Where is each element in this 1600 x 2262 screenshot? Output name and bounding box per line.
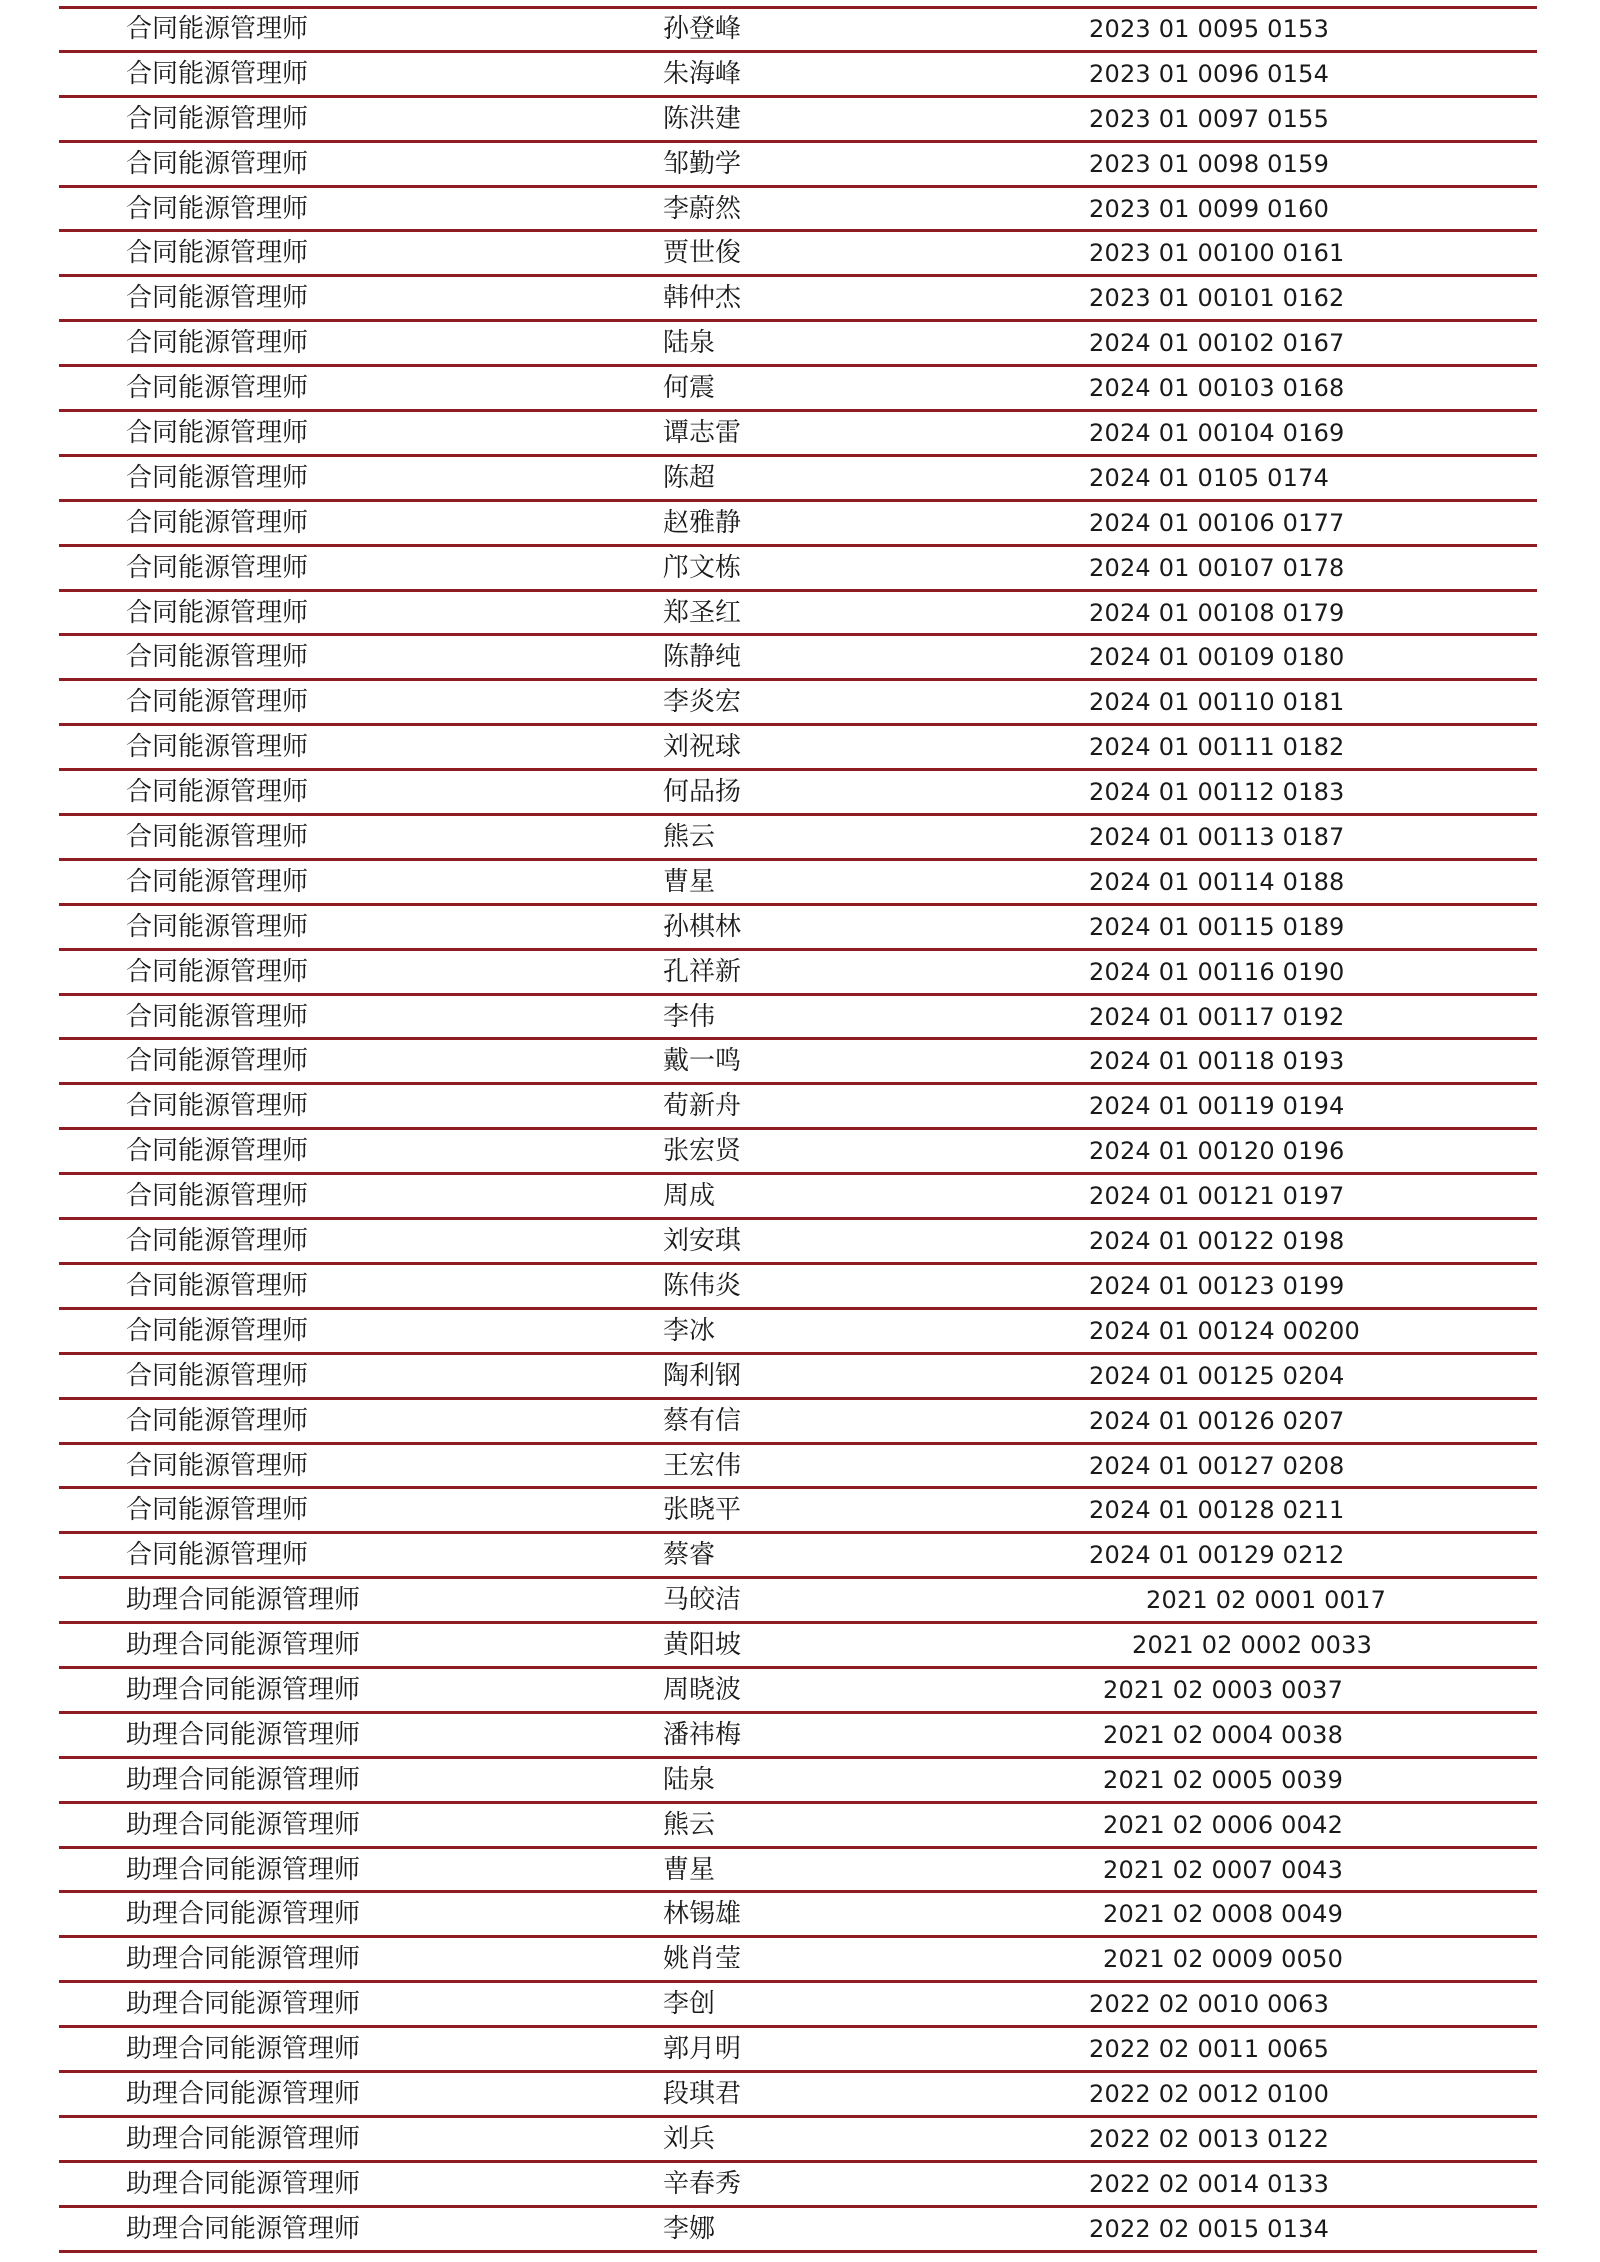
certificate-number: 2024 01 00124 00200: [1089, 1316, 1360, 1345]
table-row: [59, 636, 1537, 681]
table-row: [59, 1040, 1537, 1085]
certificate-number: 2022 02 0014 0133: [1089, 2169, 1330, 2198]
qualification-title: 合同能源管理师: [126, 1270, 309, 1301]
person-name: 陈超: [663, 462, 716, 493]
person-name: 林锡雄: [663, 1899, 742, 1930]
person-name: 邝文栋: [663, 552, 742, 583]
person-name: 潘祎梅: [663, 1719, 742, 1750]
table-row: [59, 1489, 1537, 1534]
qualification-title: 合同能源管理师: [126, 1495, 309, 1526]
person-name: 何品扬: [663, 777, 742, 808]
person-name: 陈伟炎: [663, 1270, 742, 1301]
table-row: [59, 1534, 1537, 1579]
certificate-number: 2024 01 00104 0169: [1089, 419, 1345, 448]
qualification-title: 合同能源管理师: [126, 1405, 309, 1436]
person-name: 蔡睿: [663, 1540, 716, 1571]
table-row: [59, 2163, 1537, 2208]
qualification-title: 合同能源管理师: [126, 193, 309, 224]
table-row: [59, 502, 1537, 547]
person-name: 刘安琪: [663, 1226, 742, 1257]
qualification-title: 合同能源管理师: [126, 148, 309, 179]
certificate-number: 2022 02 0015 0134: [1089, 2214, 1330, 2243]
qualification-title: 合同能源管理师: [126, 238, 309, 269]
person-name: 孙登峰: [663, 14, 742, 44]
person-name: 谭志雷: [663, 418, 742, 449]
certificate-number: 2022 02 0011 0065: [1089, 2035, 1330, 2064]
table-row: [59, 1759, 1537, 1804]
qualification-title: 合同能源管理师: [126, 956, 309, 987]
certificate-number: 2022 02 0013 0122: [1089, 2124, 1330, 2153]
table-row: [59, 2208, 1537, 2253]
person-name: 李伟: [663, 1001, 716, 1032]
qualification-title: 合同能源管理师: [126, 1540, 309, 1571]
person-name: 马皎洁: [663, 1585, 742, 1616]
person-name: 陈洪建: [663, 103, 742, 134]
person-name: 赵雅静: [663, 507, 742, 538]
qualification-title: 合同能源管理师: [126, 777, 309, 808]
certificate-number: 2024 01 0105 0174: [1089, 463, 1330, 492]
table-row: [59, 1265, 1537, 1310]
qualification-title: 合同能源管理师: [126, 597, 309, 628]
certificate-number: 2021 02 0003 0037: [1103, 1675, 1344, 1704]
certificate-number: 2024 01 00117 0192: [1089, 1002, 1345, 1031]
person-name: 周成: [663, 1181, 716, 1212]
qualification-title: 合同能源管理师: [126, 822, 309, 853]
certificate-number: 2024 01 00125 0204: [1089, 1361, 1345, 1390]
person-name: 周晓波: [663, 1674, 742, 1705]
table-row: [59, 367, 1537, 412]
certificate-number: 2022 02 0012 0100: [1089, 2079, 1330, 2108]
table-row: [59, 188, 1537, 233]
table-row: [59, 1893, 1537, 1938]
person-name: 段琪君: [663, 2078, 742, 2109]
qualification-title: 合同能源管理师: [126, 283, 309, 314]
qualification-title: 助理合同能源管理师: [126, 1719, 361, 1750]
qualification-title: 合同能源管理师: [126, 1315, 309, 1346]
person-name: 辛春秀: [663, 2168, 742, 2199]
person-name: 陈静纯: [663, 642, 742, 673]
table-row: [59, 412, 1537, 457]
certificate-number: 2021 02 0001 0017: [1146, 1586, 1387, 1615]
certificate-number: 2024 01 00127 0208: [1089, 1451, 1345, 1480]
person-name: 贾世俊: [663, 238, 742, 269]
certificate-number: 2021 02 0006 0042: [1103, 1810, 1344, 1839]
qualification-title: 合同能源管理师: [126, 1001, 309, 1032]
qualification-title: 合同能源管理师: [126, 507, 309, 538]
table-row: [59, 1175, 1537, 1220]
table-row: [59, 1130, 1537, 1175]
certificate-number: 2024 01 00129 0212: [1089, 1541, 1345, 1570]
certificate-number: 2024 01 00114 0188: [1089, 867, 1345, 896]
person-name: 李蔚然: [663, 193, 742, 224]
table-row: [59, 1983, 1537, 2028]
person-name: 张宏贤: [663, 1136, 742, 1167]
qualification-title: 合同能源管理师: [126, 373, 309, 404]
person-name: 熊云: [663, 822, 716, 853]
person-name: 孔祥新: [663, 956, 742, 987]
qualification-title: 合同能源管理师: [126, 328, 309, 359]
person-name: 熊云: [663, 1809, 716, 1840]
certificate-number: 2021 02 0009 0050: [1103, 1945, 1344, 1974]
qualification-title: 助理合同能源管理师: [126, 1674, 361, 1705]
person-name: 孙棋林: [663, 911, 742, 942]
qualification-title: 合同能源管理师: [126, 1091, 309, 1122]
table-row: [59, 8, 1537, 53]
person-name: 曹星: [663, 866, 716, 897]
qualification-title: 助理合同能源管理师: [126, 1585, 361, 1616]
person-name: 荀新舟: [663, 1091, 742, 1122]
qualification-title: 合同能源管理师: [126, 911, 309, 942]
table-row: [59, 861, 1537, 906]
person-name: 王宏伟: [663, 1450, 742, 1481]
certificate-number: 2021 02 0004 0038: [1103, 1720, 1344, 1749]
qualification-title: 助理合同能源管理师: [126, 1809, 361, 1840]
certificate-number: 2024 01 00120 0196: [1089, 1137, 1345, 1166]
table-row: [59, 2073, 1537, 2118]
person-name: 黄阳坡: [663, 1630, 742, 1661]
qualification-title: 助理合同能源管理师: [126, 1764, 361, 1795]
table-row: [59, 1714, 1537, 1759]
qualification-title: 合同能源管理师: [126, 418, 309, 449]
certificate-number: 2024 01 00126 0207: [1089, 1406, 1345, 1435]
certificate-number: 2023 01 00101 0162: [1089, 284, 1345, 313]
person-name: 李冰: [663, 1315, 716, 1346]
table-row: [59, 1938, 1537, 1983]
qualification-title: 合同能源管理师: [126, 103, 309, 134]
certificate-number: 2023 01 0095 0153: [1089, 15, 1330, 43]
qualification-title: 助理合同能源管理师: [126, 2168, 361, 2199]
certificate-number: 2023 01 0099 0160: [1089, 194, 1330, 223]
certificate-number: 2024 01 00107 0178: [1089, 553, 1345, 582]
qualification-title: 助理合同能源管理师: [126, 2123, 361, 2154]
certificate-number: 2024 01 00112 0183: [1089, 778, 1345, 807]
certificate-number: 2023 01 00100 0161: [1089, 239, 1345, 268]
person-name: 何震: [663, 373, 716, 404]
table-row: [59, 277, 1537, 322]
qualification-title: 助理合同能源管理师: [126, 2034, 361, 2065]
person-name: 郑圣红: [663, 597, 742, 628]
qualification-title: 合同能源管理师: [126, 642, 309, 673]
table-row: [59, 232, 1537, 277]
certificate-number: 2024 01 00109 0180: [1089, 643, 1345, 672]
table-row: [59, 1220, 1537, 1265]
person-name: 陶利钢: [663, 1360, 742, 1391]
certificate-number: 2021 02 0002 0033: [1132, 1631, 1373, 1660]
certificate-number: 2024 01 00110 0181: [1089, 688, 1345, 717]
table-row: [59, 906, 1537, 951]
certificate-number: 2024 01 00103 0168: [1089, 374, 1345, 403]
person-name: 韩仲杰: [663, 283, 742, 314]
qualification-title: 合同能源管理师: [126, 732, 309, 763]
table-row: [59, 98, 1537, 143]
certificate-number: 2024 01 00119 0194: [1089, 1092, 1345, 1121]
person-name: 邹勤学: [663, 148, 742, 179]
certificate-number: 2024 01 00128 0211: [1089, 1496, 1345, 1525]
table-row: [59, 322, 1537, 367]
person-name: 郭月明: [663, 2034, 742, 2065]
person-name: 李创: [663, 1989, 716, 2020]
table-row: [59, 996, 1537, 1041]
certificate-number: 2023 01 0096 0154: [1089, 59, 1330, 88]
certificate-number: 2023 01 0098 0159: [1089, 149, 1330, 178]
table-row: [59, 1804, 1537, 1849]
person-name: 李娜: [663, 2213, 716, 2244]
certificate-number: 2024 01 00115 0189: [1089, 912, 1345, 941]
qualification-title: 合同能源管理师: [126, 58, 309, 89]
table-row: [59, 816, 1537, 861]
table-row: [59, 547, 1537, 592]
qualification-title: 合同能源管理师: [126, 1046, 309, 1077]
table-row: [59, 143, 1537, 188]
certificate-number: 2023 01 0097 0155: [1089, 104, 1330, 133]
person-name: 刘兵: [663, 2123, 716, 2154]
certificate-table: [59, 8, 1537, 2253]
qualification-title: 助理合同能源管理师: [126, 1854, 361, 1885]
table-row: [59, 1085, 1537, 1130]
qualification-title: 合同能源管理师: [126, 866, 309, 897]
qualification-title: 助理合同能源管理师: [126, 1944, 361, 1975]
certificate-number: 2024 01 00113 0187: [1089, 823, 1345, 852]
qualification-title: 助理合同能源管理师: [126, 1630, 361, 1661]
person-name: 蔡有信: [663, 1405, 742, 1436]
qualification-title: 合同能源管理师: [126, 1136, 309, 1167]
qualification-title: 助理合同能源管理师: [126, 1899, 361, 1930]
qualification-title: 合同能源管理师: [126, 1226, 309, 1257]
certificate-number: 2024 01 00118 0193: [1089, 1047, 1345, 1076]
qualification-title: 助理合同能源管理师: [126, 2078, 361, 2109]
certificate-number: 2024 01 00116 0190: [1089, 957, 1345, 986]
table-row: [59, 1445, 1537, 1490]
certificate-number: 2021 02 0005 0039: [1103, 1765, 1344, 1794]
certificate-number: 2022 02 0010 0063: [1089, 1990, 1330, 2019]
person-name: 曹星: [663, 1854, 716, 1885]
qualification-title: 合同能源管理师: [126, 552, 309, 583]
certificate-number: 2021 02 0008 0049: [1103, 1900, 1344, 1929]
qualification-title: 合同能源管理师: [126, 462, 309, 493]
qualification-title: 合同能源管理师: [126, 1450, 309, 1481]
certificate-number: 2024 01 00121 0197: [1089, 1182, 1345, 1211]
table-row: [59, 1400, 1537, 1445]
person-name: 姚肖莹: [663, 1944, 742, 1975]
table-row: [59, 2028, 1537, 2073]
table-row: [59, 592, 1537, 637]
certificate-number: 2024 01 00122 0198: [1089, 1227, 1345, 1256]
person-name: 张晓平: [663, 1495, 742, 1526]
table-row: [59, 951, 1537, 996]
qualification-title: 合同能源管理师: [126, 1181, 309, 1212]
certificate-number: 2024 01 00108 0179: [1089, 598, 1345, 627]
table-row: [59, 457, 1537, 502]
table-row: [59, 681, 1537, 726]
qualification-title: 合同能源管理师: [126, 687, 309, 718]
qualification-title: 合同能源管理师: [126, 14, 309, 44]
person-name: 陆泉: [663, 1764, 716, 1795]
table-row: [59, 1355, 1537, 1400]
certificate-number: 2024 01 00123 0199: [1089, 1271, 1345, 1300]
table-row: [59, 771, 1537, 816]
certificate-number: 2024 01 00102 0167: [1089, 329, 1345, 358]
table-row: [59, 1579, 1537, 1624]
qualification-title: 助理合同能源管理师: [126, 2213, 361, 2244]
person-name: 刘祝球: [663, 732, 742, 763]
person-name: 朱海峰: [663, 58, 742, 89]
certificate-number: 2024 01 00111 0182: [1089, 733, 1345, 762]
certificate-number: 2021 02 0007 0043: [1103, 1855, 1344, 1884]
certificate-number: 2024 01 00106 0177: [1089, 508, 1345, 537]
table-row: [59, 1669, 1537, 1714]
table-row: [59, 1310, 1537, 1355]
person-name: 李炎宏: [663, 687, 742, 718]
table-row: [59, 53, 1537, 98]
table-row: [59, 1624, 1537, 1669]
table-row: [59, 1849, 1537, 1894]
table-row: [59, 726, 1537, 771]
qualification-title: 合同能源管理师: [126, 1360, 309, 1391]
table-row: [59, 2118, 1537, 2163]
person-name: 戴一鸣: [663, 1046, 742, 1077]
qualification-title: 助理合同能源管理师: [126, 1989, 361, 2020]
person-name: 陆泉: [663, 328, 716, 359]
